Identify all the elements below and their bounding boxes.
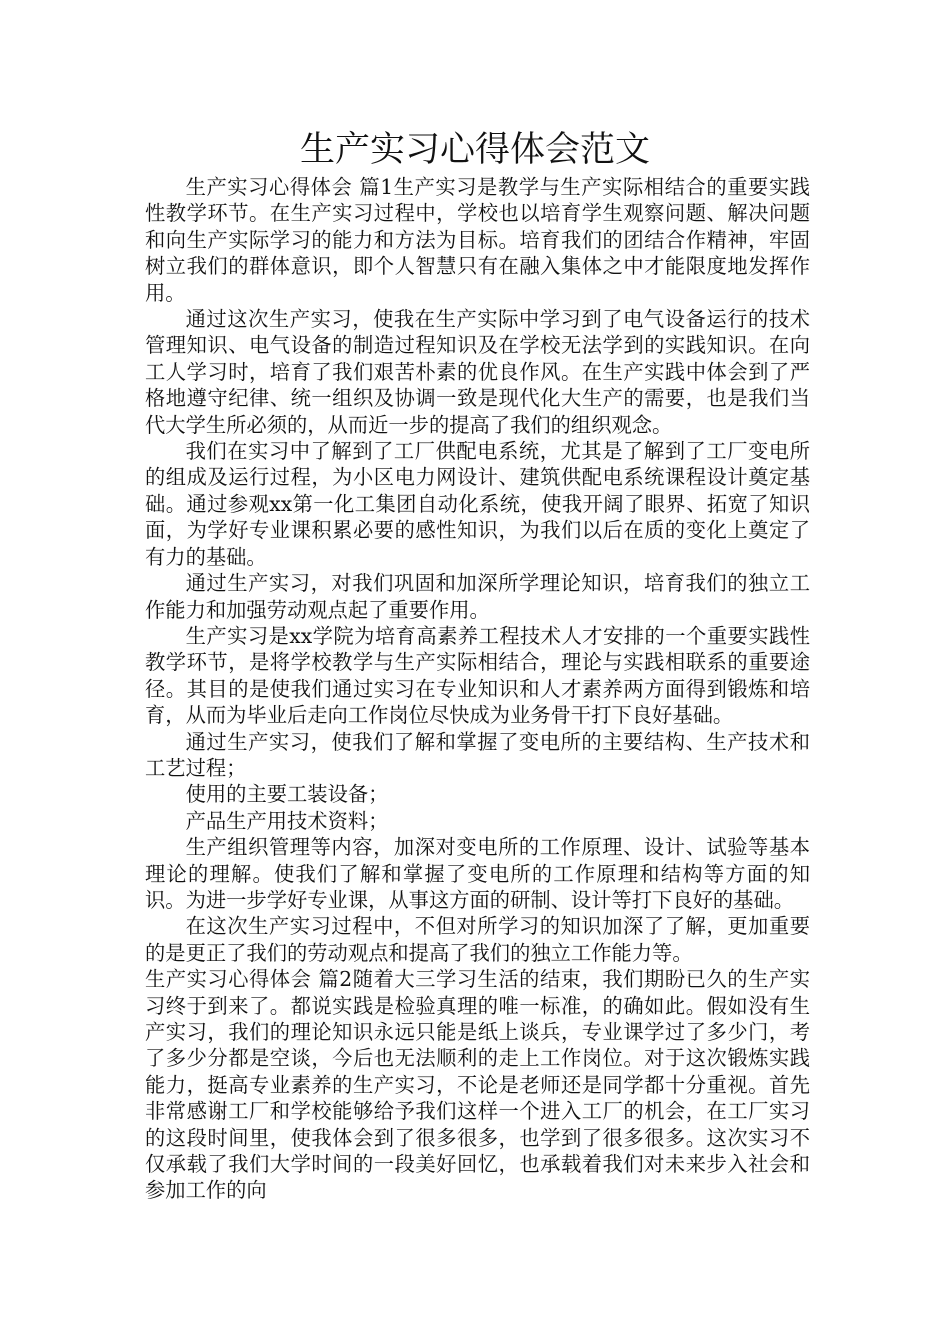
- document-body: [145, 174, 810, 1204]
- document-title: 生产实习心得体会范文: [299, 130, 650, 170]
- paragraph: 生产实习是xx学院为培育高素养工程技术人才安排的一个重要实践性教学环节，是将学校教学与生产实际相结合，理论与实践相联系的重要途径。其目的是使我们通过实习在专业知识和人才素养两方面得到锻炼和培育，从而为毕业后走向工作岗位尽快成为业务骨干打下良好基础。: [145, 623, 810, 728]
- paragraph: 通过这次生产实习，使我在生产实际中学习到了电气设备运行的技术管理知识、电气设备的制造过程知识及在学校无法学到的实践知识。在向工人学习时，培育了我们艰苦朴素的优良作风。在生产实践中体会到了严格地遵守纪律、统一组织及协调一致是现代化大生产的需要，也是我们当代大学生所必须的，从而近一步的提高了我们的组织观念。: [145, 307, 810, 437]
- paragraph: 产品生产用技术资料；: [185, 808, 389, 833]
- paragraph: 在这次生产实习过程中，不但对所学习的知识加深了了解，更加重要的是更正了我们的劳动观点和提高了我们的独立工作能力等。: [145, 914, 810, 965]
- paragraph: 生产实习心得体会 篇1生产实习是教学与生产实际相结合的重要实践性教学环节。在生产实习过程中，学校也以培育学生观察问题、解决问题和向生产实际学习的能力和方法为目标。培育我们的团结合作精神，牢固树立我们的群体意识，即个人智慧只有在融入集体之中才能限度地发挥作用。: [145, 175, 810, 305]
- paragraph: 使用的主要工装设备；: [185, 782, 389, 807]
- paragraph: 生产实习心得体会 篇2随着大三学习生活的结束，我们期盼已久的生产实习终于到来了。都说实践是检验真理的唯一标准，的确如此。假如没有生产实习，我们的理论知识永远只能是纸上谈兵，专业课学过了多少门，考了多少分都是空谈，今后也无法顺利的走上工作岗位。对于这次锻炼实践能力，挺高专业素养的生产实习，不论是老师还是同学都十分重视。首先非常感谢工厂和学校能够给予我们这样一个进入工厂的机会，在工厂实习的这段时间里，使我体会到了很多很多，也学到了很多很多。这次实习不仅承载了我们大学时间的一段美好回忆，也承载着我们对未来步入社会和参加工作的向: [145, 967, 810, 1203]
- paragraph: 生产组织管理等内容，加深对变电所的工作原理、设计、试验等基本理论的理解。使我们了解和掌握了变电所的工作原理和结构等方面的知识。为进一步学好专业课，从事这方面的研制、设计等打下良好的基础。: [145, 835, 810, 912]
- paragraph: 我们在实习中了解到了工厂供配电系统，尤其是了解到了工厂变电所的组成及运行过程，为小区电力网设计、建筑供配电系统课程设计奠定基础。通过参观xx第一化工集团自动化系统，使我开阔了眼界、拓宽了知识面，为学好专业课积累必要的感性知识，为我们以后在质的变化上奠定了有力的基础。: [145, 439, 810, 569]
- paragraph: 通过生产实习，使我们了解和掌握了变电所的主要结构、生产技术和工艺过程；: [145, 729, 810, 780]
- paragraph: 通过生产实习，对我们巩固和加深所学理论知识，培育我们的独立工作能力和加强劳动观点起了重要作用。: [145, 571, 810, 622]
